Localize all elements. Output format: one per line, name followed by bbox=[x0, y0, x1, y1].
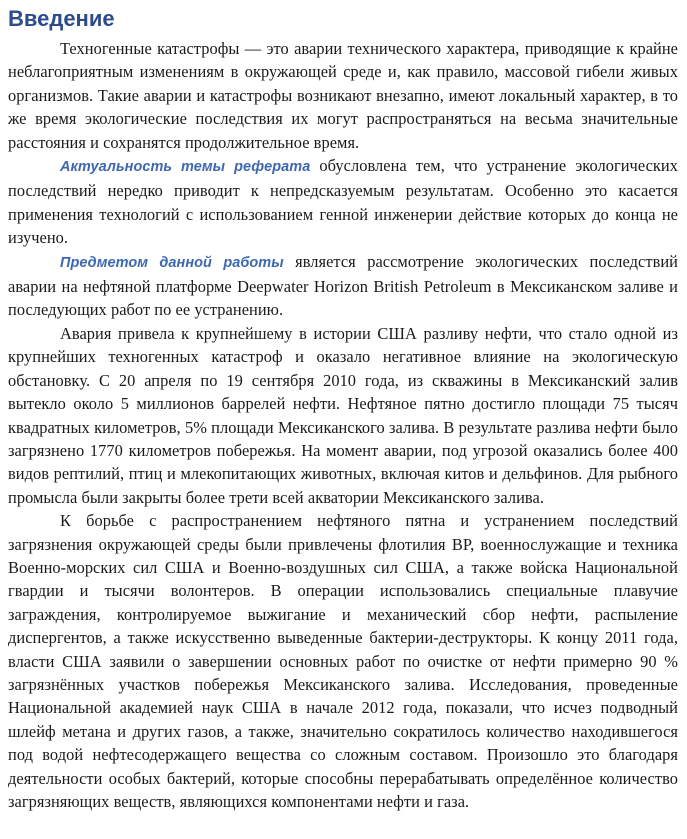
paragraph-cleanup: К борьбе с распространением нефтяного пятна и устранением последствий загрязнения окружающей среды были привлечены флотилия BP, военнослужащие и техника Военно-морских сил США и Военно-воздушных сил США, а также войска Национальной гвардии и тысячи волонтеров. В операции использовались специальные плавучие заграждения, контролируемое выжигание и механический сбор нефти, распыление диспергентов, а также искусственно выведенные бактерии-деструкторы. К концу 2011 года, власти США заявили о завершении основных работ по очистке от нефти примерно 90 % загрязнённых участков побережья Мексиканского залива. Исследования, проведенные Национальной академией наук США в начале 2012 года, показали, что исчез подводный шлейф метана и других газов, а также, значительно сократилось количество находившегося под водой нефтесодержащего вещества со сложным составом. Произошло это благодаря деятельности особых бактерий, которые способны перерабатывать определённое количество загрязняющих веществ, являющихся компонентами нефти и газа. bbox=[8, 511, 678, 811]
section-title: Введение bbox=[8, 6, 115, 31]
paragraph-intro: Техногенные катастрофы — это аварии технического характера, приводящие к крайне неблагоприятным изменениям в окружающей среде и, как правило, массовой гибели живых организмов. Такие аварии и катастрофы возникают внезапно, имеют локальный характер, в то же время экологические последствия их могут распространяться на весьма значительные расстояния и сохранятся продолжительное время. bbox=[8, 39, 678, 152]
subject-lead: Предметом данной работы bbox=[60, 254, 284, 271]
paragraph-accident: Авария привела к крупнейшему в истории США разливу нефти, что стало одной из крупнейших техногенных катастроф и оказало негативное влияние на экологическую обстановку. С 20 апреля по 19 сентября 2010 года, из скважины в Мексиканский залив вытекло около 5 миллионов баррелей нефти. Нефтяное пятно достигло площади 75 тысяч квадратных километров, 5% площади Мексиканского залива. В результате разлива нефти было загрязнено 1770 километров побережья. На момент аварии, под угрозой оказались более 400 видов рептилий, птиц и млекопитающих животных, включая китов и дельфинов. Для рыбного промысла были закрыты более трети всей акватории Мексиканского залива. bbox=[8, 323, 678, 507]
paragraph-subject bbox=[8, 250, 678, 322]
paragraph-relevance bbox=[8, 154, 678, 250]
relevance-text: обусловлена тем, что устранение экологических последствий нередко приводит к непредсказуемым результатам. Особенно это касается применения технологий с использованием генной инженерии действие которых до конца не изучено. bbox=[8, 156, 678, 248]
relevance-lead: Актуальность темы реферата bbox=[60, 159, 311, 176]
subject-text: является рассмотрение экологических последствий аварии на нефтяной платформе Deepwater Horizon British Petroleum в Мексиканском заливе и последующих работ по ее устранению. bbox=[8, 251, 678, 320]
